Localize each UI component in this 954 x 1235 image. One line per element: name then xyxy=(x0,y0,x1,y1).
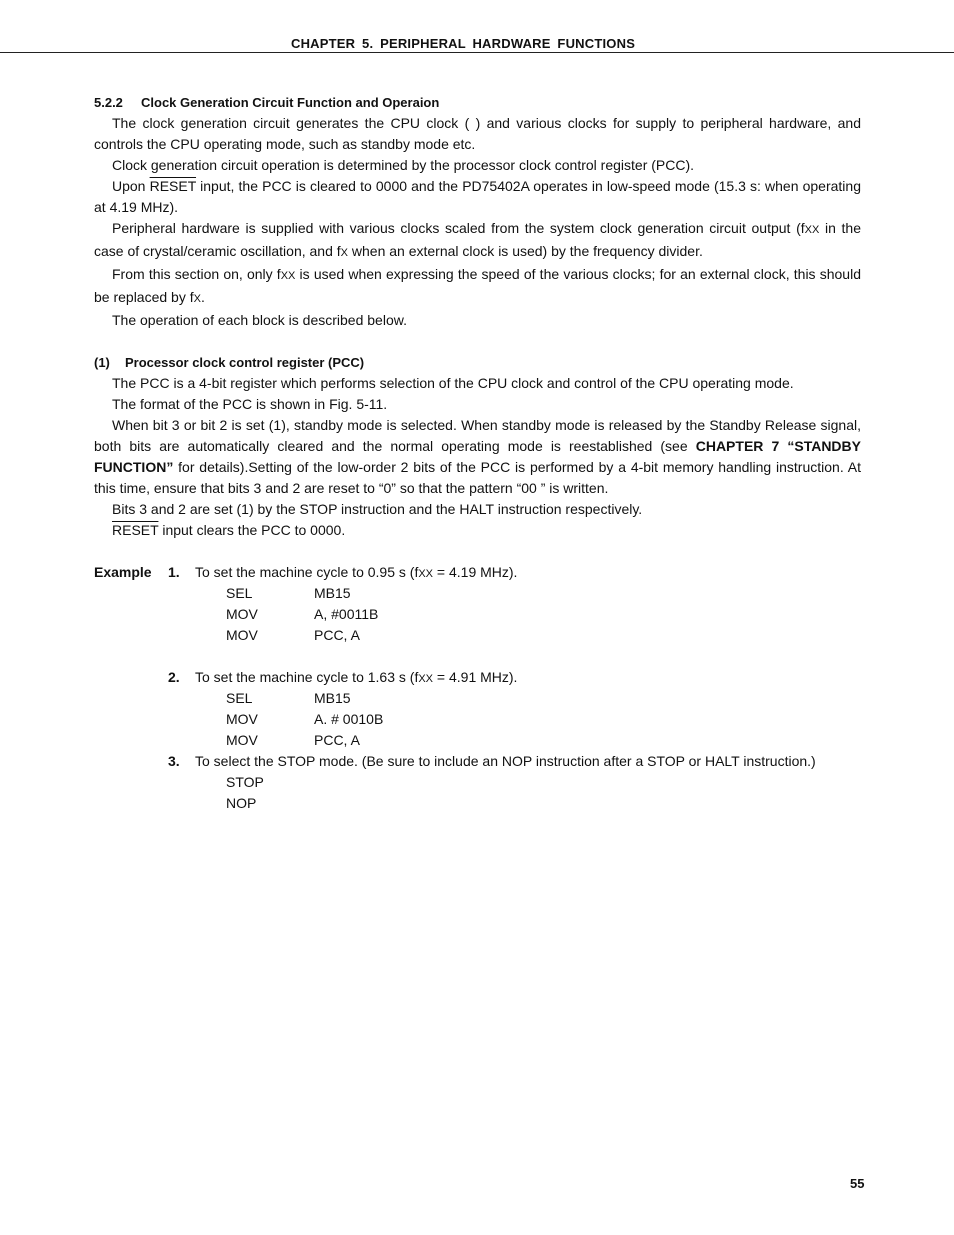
reset-signal: RESET xyxy=(149,178,197,194)
page-header xyxy=(0,36,954,53)
code-line: MOV A, #0011B xyxy=(226,606,379,622)
paragraph: The PCC is a 4-bit register which performs selection of the CPU clock and control of the CPU operating mode. xyxy=(112,375,794,391)
section-heading xyxy=(94,92,861,113)
section-number: 5.2.2 xyxy=(94,95,123,110)
paragraph: Bits 3 and 2 are set (1) by the STOP instruction and the HALT instruction respectively. xyxy=(112,501,643,517)
example-number: 1. xyxy=(168,564,180,580)
example-label: Example xyxy=(94,564,152,580)
code-line: SEL MB15 xyxy=(226,690,351,706)
paragraph: The format of the PCC is shown in Fig. 5-11. xyxy=(112,396,388,412)
paragraph: The clock generation circuit generates the CPU clock ( ) and various clocks for supply to peripheral hardware, and controls the CPU operating mode, such as standby mode etc. xyxy=(94,115,861,152)
example-text: To select the STOP mode. (Be sure to include an NOP instruction after a STOP or HALT instruction.) xyxy=(195,753,816,769)
paragraph: From this section on, only fXX is used when expressing the speed of the various clocks; for an external clock, this should be replaced by fX. xyxy=(94,266,861,305)
example-text: To set the machine cycle to 0.95 s (fXX = 4.19 MHz). xyxy=(195,564,518,580)
subsection-number: (1) xyxy=(94,355,110,370)
code-line: NOP xyxy=(226,795,257,811)
paragraph: Upon RESET input, the PCC is cleared to 0000 and the PD75402A operates in low-speed mode (15.3 s: when operating at 4.19 MHz). xyxy=(94,178,861,215)
chapter-reference: CHAPTER 7 “STANDBY FUNCTION” xyxy=(94,438,861,475)
example-number: 3. xyxy=(168,753,180,769)
page-number: 55 xyxy=(850,1176,865,1191)
example-item xyxy=(94,667,861,688)
paragraph: Peripheral hardware is supplied with various clocks scaled from the system clock generation circuit output (fXX in the case of crystal/ceramic oscillation, and fX when an external clock is used) by the frequency divider. xyxy=(94,220,862,259)
page-body xyxy=(94,92,861,814)
example-text: To set the machine cycle to 1.63 s (fXX = 4.91 MHz). xyxy=(195,669,518,685)
section-title: Clock Generation Circuit Function and Operaion xyxy=(141,95,440,110)
code-line: MOV PCC, A xyxy=(226,627,360,643)
paragraph: RESET input clears the PCC to 0000. xyxy=(112,522,346,538)
paragraph: Clock generation circuit operation is determined by the processor clock control register (PCC). xyxy=(112,157,695,173)
example-item xyxy=(94,751,861,772)
reset-signal: RESET xyxy=(112,522,159,538)
example-block xyxy=(94,562,861,814)
subsection-heading xyxy=(94,352,861,373)
paragraph: The operation of each block is described below. xyxy=(112,312,407,328)
code-line: STOP xyxy=(226,774,264,790)
code-line: MOV PCC, A xyxy=(226,732,360,748)
example-item xyxy=(94,562,861,583)
subsection-title: Processor clock control register (PCC) xyxy=(125,355,365,370)
code-line: SEL MB15 xyxy=(226,585,351,601)
paragraph: When bit 3 or bit 2 is set (1), standby mode is selected. When standby mode is released by the Standby Release signal, both bits are automatically cleared and the normal operating mode is reestablished (see CHAPTER 7 “STANDBY FUNCTION” for details).Setting of the low-order 2 bits of the PCC is performed by a 4-bit memory handling instruction. At this time, ensure that bits 3 and 2 are reset to “0” so that the pattern “00 ” is written. xyxy=(94,417,861,496)
chapter-title: CHAPTER 5. PERIPHERAL HARDWARE FUNCTIONS xyxy=(291,36,636,51)
example-number: 2. xyxy=(168,669,180,685)
code-line: MOV A. # 0010B xyxy=(226,711,384,727)
